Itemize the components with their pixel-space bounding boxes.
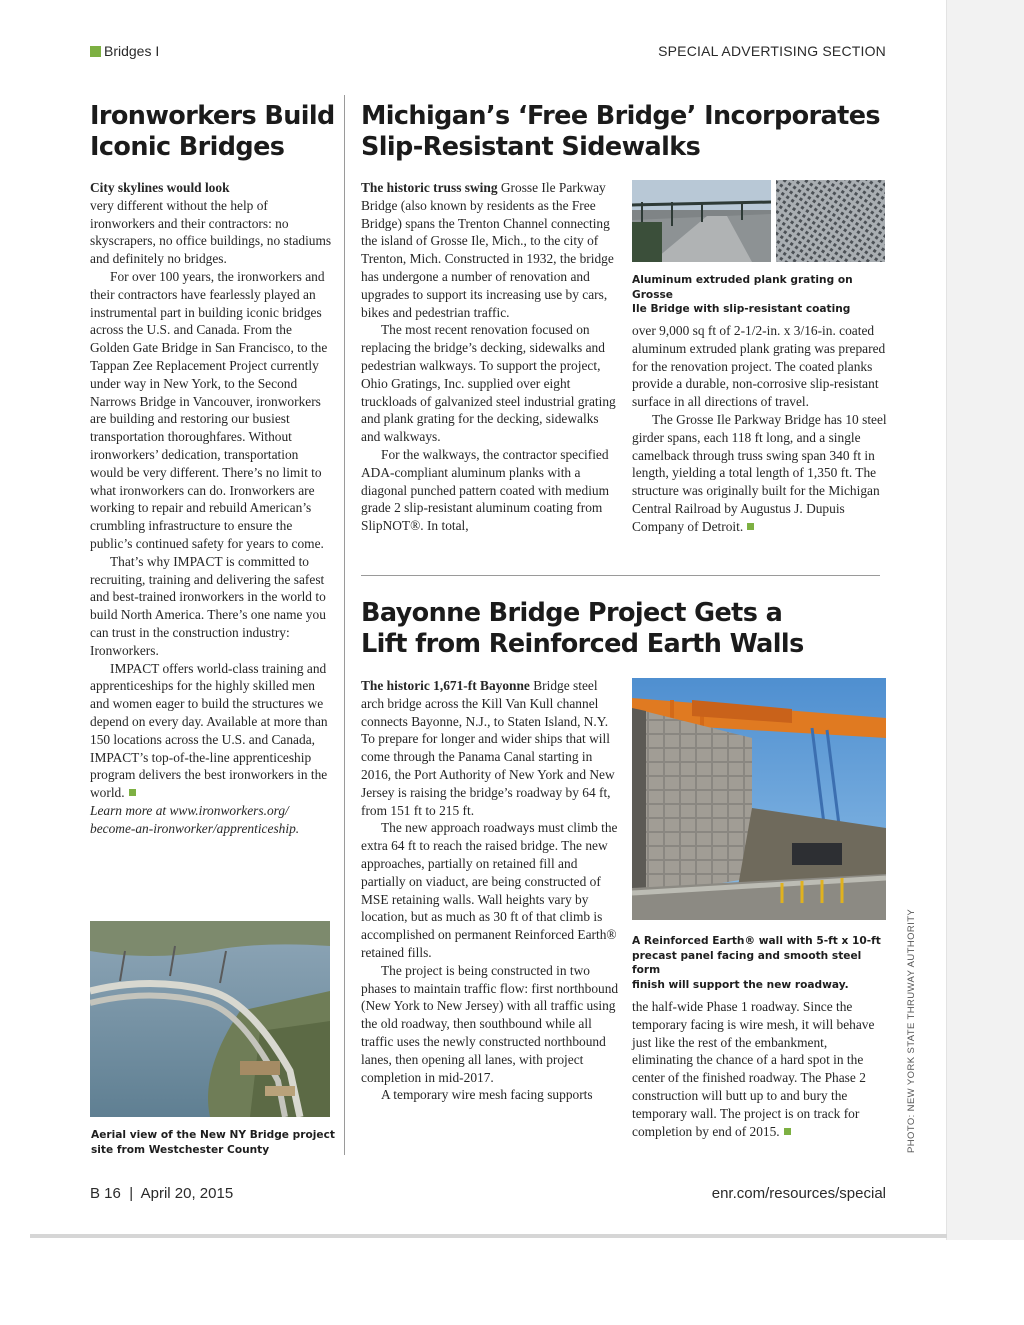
article3-paragraph: A temporary wire mesh facing supports bbox=[381, 1087, 593, 1103]
article3-paragraph: The project is being constructed in two phases to maintain traffic flow: first northbound (New York to New Jersey) with all traffic using the old roadway, then southbound while all traffic uses the newly constructed northbound lanes, then opening all lanes, with project completion in mid-2017. bbox=[361, 962, 619, 1085]
article1-paragraph: That’s why IMPACT is committed to recruiting, training and delivering the safest and best-trained ironworkers in the world to build North America. There’s one name you can trust in the construction industry: Ironworkers. bbox=[90, 553, 326, 658]
aerial-bridge-photo bbox=[90, 921, 330, 1117]
page-number-date: B 16 | April 20, 2015 bbox=[90, 1185, 234, 1202]
end-mark-icon bbox=[129, 789, 136, 796]
plank-grating-photo bbox=[776, 180, 885, 262]
end-mark-icon bbox=[747, 523, 754, 530]
article2-body-col2 bbox=[632, 322, 890, 536]
article2-paragraph: over 9,000 sq ft of 2-1/2-in. x 3/16-in. coated aluminum extruded plank grating was prepared for the renovation project. The coated planks provide a durable, non-corrosive slip-resistant surface in all directions of travel. bbox=[632, 323, 886, 410]
article2-title: Michigan’s ‘Free Bridge’ Incorporates Slip-Resistant Sidewalks bbox=[361, 101, 880, 162]
article-divider bbox=[361, 575, 880, 576]
bridge-deck-photo bbox=[632, 180, 771, 262]
article2-lead: The historic truss swing bbox=[361, 180, 498, 195]
section-label bbox=[90, 43, 159, 59]
article1-note: Learn more at www.ironworkers.org/ become-an-ironworker/apprenticeship. bbox=[90, 802, 300, 836]
aerial-photo-caption: Aerial view of the New NY Bridge project site from Westchester County bbox=[91, 1129, 335, 1156]
article1-title: Ironworkers Build Iconic Bridges bbox=[90, 101, 335, 162]
special-advertising-label: SPECIAL ADVERTISING SECTION bbox=[658, 43, 886, 59]
section-text: Bridges I bbox=[104, 43, 160, 59]
article3-body-col2 bbox=[632, 998, 890, 1140]
wall-photo-caption: A Reinforced Earth® wall with 5-ft x 10-ft precast panel facing and smooth steel form finish will support the new roadway. bbox=[632, 935, 881, 991]
photo-credit: PHOTO: NEW YORK STATE THRUWAY AUTHORITY bbox=[906, 908, 917, 1153]
article2-paragraph: For the walkways, the contractor specified ADA-compliant aluminum planks with a diagonal punched pattern coated with medium grade 2 slip-resistant aluminum coating from SlipNOT®. In total, bbox=[361, 446, 610, 534]
end-mark-icon bbox=[784, 1128, 791, 1135]
grating-photo-caption: Aluminum extruded plank grating on Grosse Ile Bridge with slip-resistant coating bbox=[632, 274, 853, 315]
column-divider bbox=[344, 95, 345, 1155]
article1-paragraph: For over 100 years, the ironworkers and their contractors have fearlessly played an instrumental part in building iconic bridges across the U.S. and Canada. From the Golden Gate Bridge in San Francisco, to the Tappan Zee Replacement Project currently under way in New York, to the Second Narrows Bridge in Vancouver, ironworkers are building and restoring our busiest transportation thoroughfares. Without ironworkers’ dedication, transportation would be very different. There’s no limit to what ironworkers can do. Ironworkers are working to repair and rebuild American’s crumbling infrastructure to ensure the public’s continued safety for years to come. bbox=[90, 268, 328, 551]
page-edge bbox=[946, 0, 1024, 1240]
article3-paragraph: The new approach roadways must climb the extra 64 ft to reach the raised bridge. The new approaches, partially on retained fill and partially on viaduct, are being constructed of MSE retaining walls. Wall heights vary by location, but as much as 30 ft of that climb is accomplished on permanent Reinforced Earth® retained fills. bbox=[361, 820, 618, 960]
article1-lead: City skylines would look bbox=[90, 180, 230, 195]
article1-paragraph: IMPACT offers world-class training and apprenticeships for the highly skilled men and women eager to build the structures we depend on every day. Available at more than 150 locations across the U.S. and Canada, IMPACT’s top-of-the-line apprenticeship program delivers the best ironworkers in the world. bbox=[90, 660, 328, 801]
article3-body-col1: The historic 1,671-ft Bayonne Bridge steel arch bridge across the Kill Van Kull channel connects Bayonne, N.J., to Staten Island, N.Y. To prepare for longer and wider ships that will come through the Panama Canal starting in 2016, the Port Authority of New York and New Jersey is raising the bridge’s roadway by 64 ft, from 151 ft to 215 ft. The new approach roadways must climb the extra 64 ft to reach the raised bridge. The new approaches, partially on retained fill and partially on viaduct, are being constructed of MSE retaining walls. Wall heights vary by location, but as much as 30 ft of that climb is accomplished on permanent Reinforced Earth® retained fills. The project is being constructed in two phases to maintain traffic flow: first northbound (New York to New Jersey) with all traffic using the old roadway, then southbound while all traffic uses the newly constructed northbound lanes, then opening all lanes, with project completion in mid-2017. A temporary wire mesh facing supports bbox=[361, 678, 619, 1103]
bottom-rule bbox=[30, 1234, 947, 1238]
footer-url: enr.com/resources/special bbox=[711, 1185, 886, 1202]
article1-body: City skylines would look very different without the help of ironworkers and their contractors: no skyscrapers, no office buildings, no stadiums and definitely no bridges. For over 100 years, the ironworkers and their contractors have fearlessly played an instrumental part in building iconic bridges across the U.S. and Canada. From the Golden Gate Bridge in San Francisco, to the Tappan Zee Replacement Project currently under way in New York, to the Second Narrows Bridge in Vancouver, ironworkers are building and restoring our busiest transportation thoroughfares. Without ironworkers’ dedication, transportation would be very different. There’s no limit to what ironworkers can do. Ironworkers are working to repair and rebuild American’s crumbling infrastructure to ensure the public’s continued safety for years to come. That’s why IMPACT is committed to recruiting, training and delivering the safest and best-trained ironworkers in the world to build North America. There’s one name you can trust in the construction industry: Ironworkers. IMPACT offers world-class training and apprenticeships for the highly skilled men and women eager to build the structures we depend on every day. Available at more than 150 locations across the U.S. and Canada, IMPACT’s top-of-the-line apprenticeship program delivers the best ironworkers in the world. Learn more at www.ironworkers.org/ become-an-ironworker/apprenticeship. bbox=[90, 180, 332, 836]
article3-title: Bayonne Bridge Project Gets a Lift from Reinforced Earth Walls bbox=[361, 598, 804, 659]
article2-paragraph: The most recent renovation focused on replacing the bridge’s decking, sidewalks and pedestrian walkways. To support the project, Ohio Gratings, Inc. supplied over eight truckloads of galvanized steel industrial grating and plank grating for the decking, sidewalks and walkways. bbox=[361, 322, 616, 445]
section-marker-icon bbox=[90, 46, 101, 57]
article3-lead: The historic 1,671-ft Bayonne bbox=[361, 678, 530, 693]
article2-body-col1: The historic truss swing Grosse Ile Parkway Bridge (also known by residents as the Free Bridge) spans the Trenton Channel connecting the island of Grosse Ile, Mich., to the city of Trenton, Mich. Constructed in 1932, the bridge has undergone a number of renovation and upgrades to support its increasing use by cars, bikes and pedestrian traffic. The most recent renovation focused on replacing the bridge’s decking, sidewalks and pedestrian walkways. To support the project, Ohio Gratings, Inc. supplied over eight truckloads of galvanized steel industrial grating and plank grating for the decking, sidewalks and walkways. For the walkways, the contractor specified ADA-compliant aluminum planks with a diagonal punched pattern coated with medium grade 2 slip-resistant aluminum coating from SlipNOT®. In total, bbox=[361, 179, 619, 535]
article2-paragraph: The Grosse Ile Parkway Bridge has 10 steel girder spans, each 118 ft long, and a single camelback through truss swing span 340 ft in length, yielding a total length of 1,350 ft. The structure was originally built for the Michigan Central Railroad by Augustus J. Dupuis Company of Detroit. bbox=[632, 411, 887, 534]
article3-paragraph: the half-wide Phase 1 roadway. Since the temporary facing is wire mesh, it will behave just like the rest of the embankment, eliminating the chance of a hard spot in the center of the finished roadway. The Phase 2 construction will butt up to and bury the temporary wall. The project is on track for completion by end of 2015. bbox=[632, 999, 875, 1139]
reinforced-earth-wall-photo bbox=[632, 678, 886, 920]
